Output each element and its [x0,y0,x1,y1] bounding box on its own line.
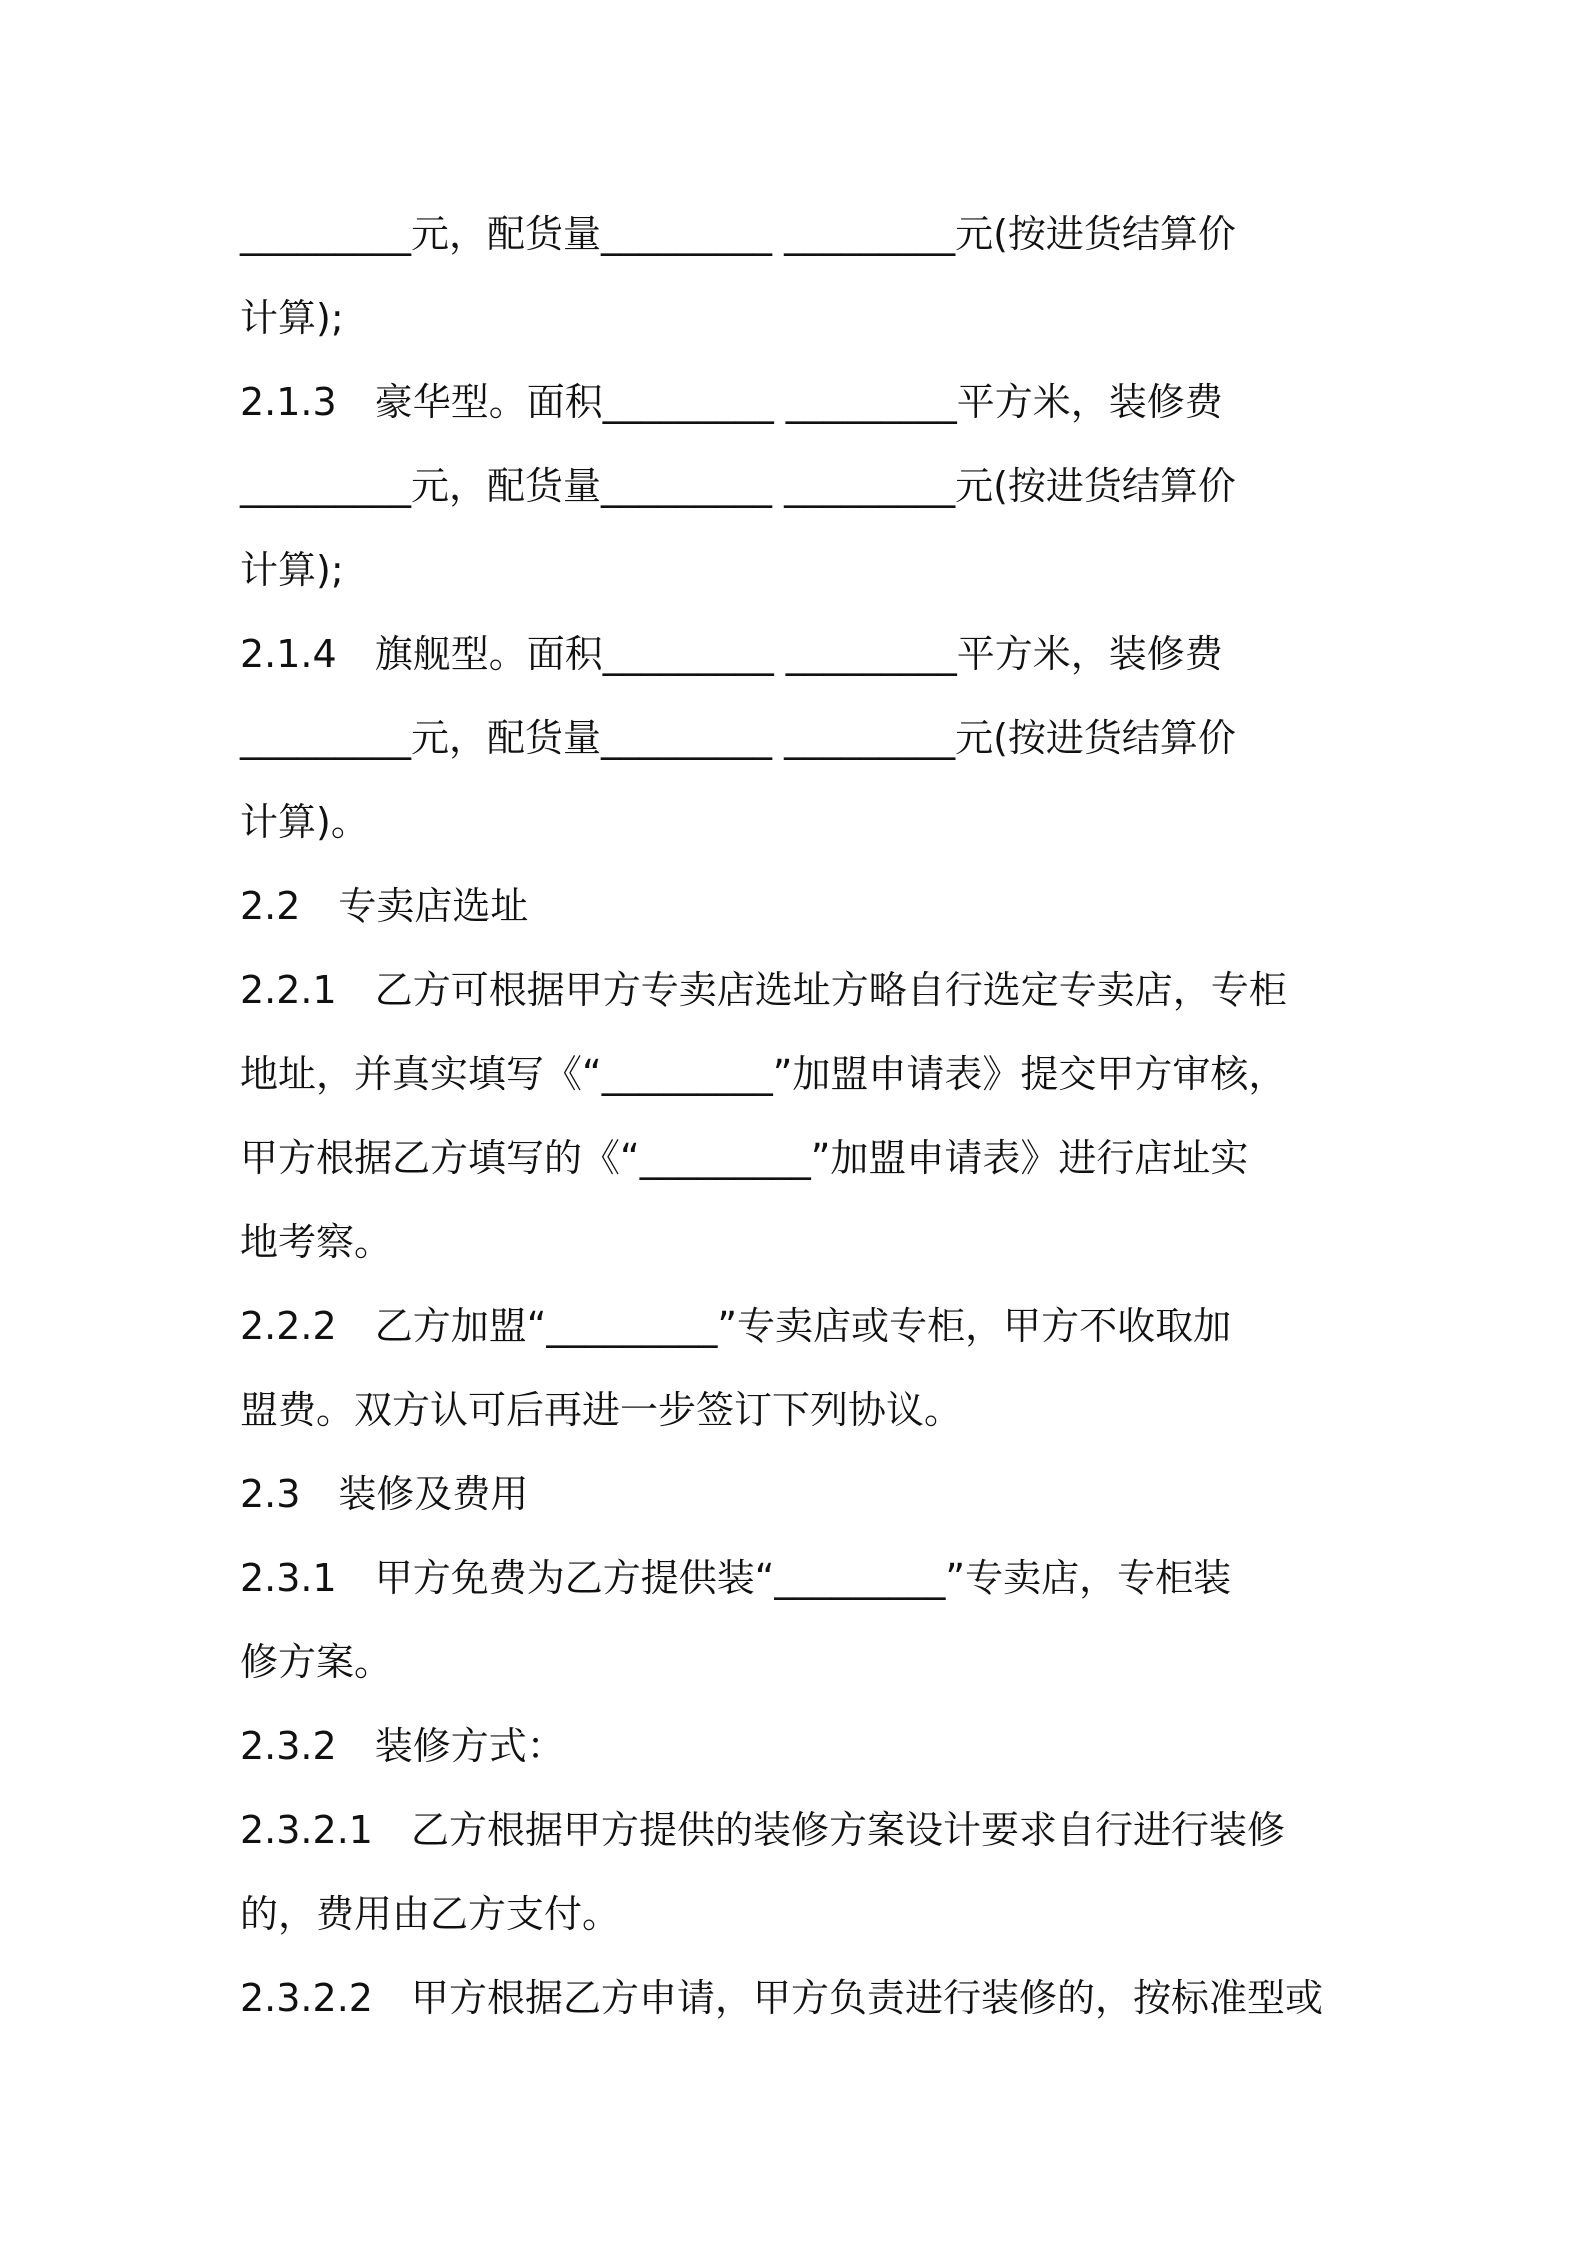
text-line-5: 计算); [240,548,344,592]
text-line-12: 甲方根据乙方填写的《“_________”加盟申请表》进行店址实 [240,1136,1249,1180]
text-line-19: 2.3.2 装修方式： [240,1724,565,1768]
text-line-21: 的，费用由乙方支付。 [240,1892,621,1936]
contract-text [240,192,1360,2040]
text-line-1: _________元，配货量_________ _________元(按进货结算价 [240,212,1236,256]
text-line-15: 盟费。双方认可后再进一步签订下列协议。 [240,1388,963,1432]
section-heading-2-3: 2.3 装修及费用 [240,1472,529,1516]
section-heading-2-2: 2.2 专卖店选址 [240,884,529,928]
text-line-20: 2.3.2.1 乙方根据甲方提供的装修方案设计要求自行进行装修 [240,1808,1285,1852]
text-line-18: 修方案。 [240,1640,393,1684]
text-line-8: 计算)。 [240,800,369,844]
text-line-17: 2.3.1 甲方免费为乙方提供装“_________”专卖店，专柜装 [240,1556,1232,1600]
text-line-14: 2.2.2 乙方加盟“_________”专卖店或专柜，甲方不收取加 [240,1304,1232,1348]
text-line-10: 2.2.1 乙方可根据甲方专卖店选址方略自行选定专卖店，专柜 [240,968,1287,1012]
text-line-3: 2.1.3 豪华型。面积_________ _________平方米，装修费 [240,380,1223,424]
text-line-4: _________元，配货量_________ _________元(按进货结算价 [240,464,1236,508]
text-line-2: 计算); [240,296,344,340]
text-line-6: 2.1.4 旗舰型。面积_________ _________平方米，装修费 [240,632,1223,676]
text-line-11: 地址，并真实填写《“_________”加盟申请表》提交甲方审核， [240,1052,1287,1096]
text-line-13: 地考察。 [240,1220,393,1264]
text-line-22: 2.3.2.2 甲方根据乙方申请，甲方负责进行装修的，按标准型或 [240,1976,1323,2020]
text-line-7: _________元，配货量_________ _________元(按进货结算价 [240,716,1236,760]
